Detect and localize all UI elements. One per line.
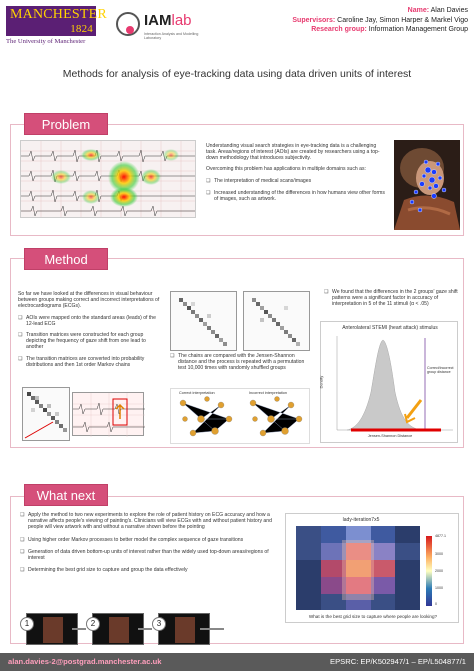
research-group-value: Information Management Group — [368, 26, 468, 33]
university-logo-year: 1824 — [70, 23, 93, 35]
thumbnail-connector-3 — [72, 628, 86, 630]
what-next-bullet-2: ❑ Using higher order Markov processes to better model the complex sequence of gaze transitions — [20, 537, 276, 543]
what-next-text — [20, 512, 276, 573]
problem-bullet-1: ❑ The interpretation of medical scans/images — [206, 178, 386, 184]
what-next-bullet-1: ❑ Apply the method to two new experiments to explore the role of patient history on ECG accuracy and how a narrative affects people's viewing of painting's. Clinicians will view ECGs with and without patient history and people will view artwork with and without a narrative shown before the pointing — [20, 512, 276, 531]
histogram-xlabel: Jensen-Shannon Distance — [367, 434, 413, 438]
scale-tick-5: 0 — [435, 602, 437, 606]
name-label: Name: — [407, 7, 430, 14]
scale-tick-1: 4877.1 — [435, 534, 446, 538]
problem-para-2: Overcoming this problem has applications in multiple domains such as: — [206, 165, 366, 172]
thumbnail-painting-1 — [43, 617, 63, 643]
scale-tick-2: 3000 — [435, 552, 443, 556]
poster-title: Methods for analysis of eye-tracking data using data driven units of interest — [62, 68, 412, 80]
step-3-badge: 3 — [152, 617, 166, 631]
problem-bullet-2: ❑ Increased understanding of the differences in how humans view other forms of images, such as artwork. — [206, 190, 386, 202]
histogram-ylabel: Density — [319, 375, 324, 389]
what-next-bullet-4: ❑ Determining the best grid size to capture and group the data effectively — [20, 567, 276, 573]
what-next-bullet-3: ❑ Generation of data driven bottom-up units of interest rather than the widely used top-down areas/regions of interest — [20, 549, 276, 561]
histogram-graphic — [321, 322, 459, 444]
method-intro: So far we have looked at the differences in visual behaviour between groups making correct and incorrect interpretations of electrocardiograms (ECGs). — [18, 291, 160, 310]
method-text-right — [324, 289, 458, 308]
poster-header — [0, 0, 474, 56]
thumbnail-painting-2 — [109, 617, 129, 643]
method-text-middle — [170, 353, 310, 372]
grant-numbers: EPSRC: EP/K502947/1 – EP/L504877/1 — [330, 657, 466, 666]
graph-correct-label: Correct interpretation — [179, 391, 215, 395]
painting-gaze-image — [394, 140, 460, 230]
research-group-label: Research group: — [311, 26, 367, 33]
graph-incorrect-label: Incorrect interpretation — [249, 391, 287, 395]
method-bullet-1: ❑ AOIs were mapped onto the standard areas (leads) of the 12-lead ECG — [18, 315, 162, 327]
markov-graphs-graphic — [171, 389, 311, 445]
histogram-image — [320, 321, 458, 443]
iam-lab-icon — [116, 12, 140, 36]
step-1-badge: 1 — [20, 617, 34, 631]
thumbnail-painting-3 — [175, 617, 195, 643]
name-value: Alan Davies — [430, 7, 468, 14]
matrix-correct-graphic — [171, 292, 238, 352]
contact-email: alan.davies-2@postgrad.manchester.ac.uk — [8, 657, 162, 666]
iam-lab-dot — [126, 26, 134, 34]
grid-thumbnail-1 — [26, 613, 78, 645]
method-bullet-5: ❑ We found that the differences in the 2 groups' gaze shift patterns were a significant factor in accuracy of interpretation in 5 of the 11 stimuli (α < .05) — [324, 289, 458, 308]
university-logo-block — [6, 6, 107, 36]
university-logo — [6, 6, 107, 45]
method-heading: Method — [24, 248, 108, 270]
method-bullet-2: ❑ Transition matrices were constructed for each group depicting the frequency of gaze shift from one lead to another — [18, 332, 162, 351]
scale-tick-3: 2000 — [435, 569, 443, 573]
scale-tick-4: 1000 — [435, 586, 443, 590]
problem-para-1: Understanding visual search strategies in eye-tracking data is a challenging task. Areas/regions of interest (AOIs) are created by researchers using a top-down methodology that introduces subjectivity. — [206, 143, 380, 162]
matrix-incorrect-graphic — [244, 292, 311, 352]
method-bullet-3: ❑ The transition matrices are converted into probability distributions and then 1st order Markov chains — [18, 356, 162, 368]
histogram-note: Correct/incorrect group distance — [427, 366, 454, 375]
problem-heading: Problem — [24, 113, 108, 135]
ecg-heatmap-graphic — [21, 141, 196, 218]
grid-heatmap-graphic — [286, 514, 460, 624]
supervisors-label: Supervisors: — [292, 16, 336, 24]
ecg-gaze-graphic — [73, 393, 145, 437]
step-2-badge: 2 — [86, 617, 100, 631]
iam-lab-tagline: Interaction Analysis and Modelling Laboratory — [144, 32, 199, 40]
method-text-left — [18, 291, 162, 368]
university-logo-text: MANCHESTER — [10, 7, 107, 22]
author-info — [292, 6, 468, 35]
supervisors-value: Caroline Jay, Simon Harper & Markel Vigo — [337, 16, 468, 24]
grid-heatmap-image — [285, 513, 459, 623]
iam-lab-name-b: lab — [171, 12, 192, 29]
painting-gaze-graphic — [394, 140, 460, 230]
what-next-heading: What next — [24, 484, 108, 506]
poster-footer — [0, 653, 474, 671]
grid-thumbnail-2 — [92, 613, 144, 645]
ecg-gaze-image — [72, 392, 144, 436]
matrix-incorrect-image — [243, 291, 310, 351]
method-bullet-4: ❑ The chains are compared with the Jensen-Shannon distance and the process is repeated with a permutation test 10,000 times with randomly shuffled groups — [170, 353, 310, 372]
histogram-title: Anterolateral STEMI (heart attack) stimulus — [342, 325, 438, 331]
transition-matrix-image — [22, 387, 70, 441]
iam-lab-logo — [116, 8, 206, 44]
iam-lab-name — [144, 12, 192, 29]
ecg-heatmap-image — [20, 140, 196, 218]
heatmap-caption: What is the best grid size to capture where people are looking? — [308, 614, 438, 619]
university-name: The University of Manchester — [6, 38, 86, 45]
iam-lab-name-a: IAM — [144, 12, 172, 29]
matrix-correct-image — [170, 291, 237, 351]
heatmap-title: lady-iteration7x5 — [342, 517, 380, 523]
problem-text — [206, 143, 386, 202]
transition-matrix-graphic — [23, 388, 71, 442]
thumbnail-connector — [200, 628, 224, 630]
markov-graphs-image — [170, 388, 310, 444]
thumbnail-connector-2 — [138, 628, 152, 630]
